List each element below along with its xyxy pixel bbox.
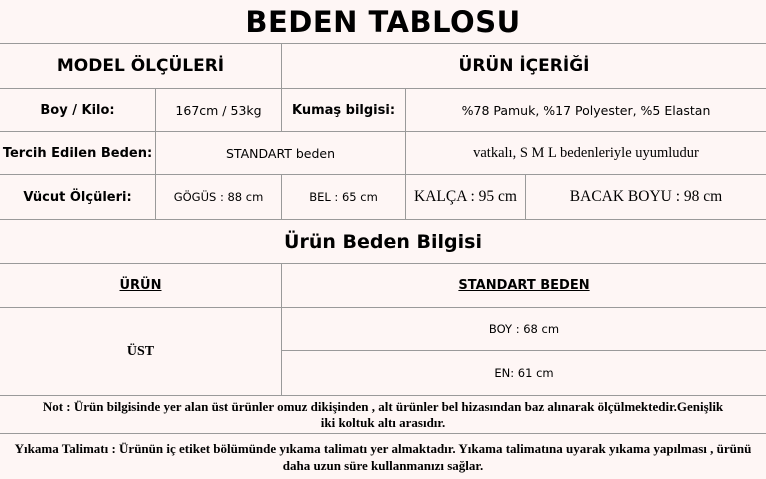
product-item: ÜST xyxy=(126,343,155,359)
product-column-header: ÜRÜN xyxy=(119,278,162,293)
product-content-header: ÜRÜN İÇERİĞİ xyxy=(458,56,590,76)
leg-length-value: BACAK BOYU : 98 cm xyxy=(569,188,723,205)
chest-value: GÖGÜS : 88 cm xyxy=(173,190,264,204)
width-value: EN: 61 cm xyxy=(494,366,554,380)
body-measurements-label: Vücut Ölçüleri: xyxy=(23,189,132,205)
length-value: BOY : 68 cm xyxy=(488,322,560,336)
product-size-title: Ürün Beden Bilgisi xyxy=(284,230,482,253)
page-title: BEDEN TABLOSU xyxy=(245,4,521,39)
hip-value: KALÇA : 95 cm xyxy=(414,188,517,205)
model-measurements-header: MODEL ÖLÇÜLERİ xyxy=(56,56,225,76)
measurement-note: Not : Ürün bilgisinde yer alan üst ürünler omuz dikişinden , alt ürünler bel hizasından baz alınarak ölçülmektedir.Genişlik iki koltuk altı arasıdır. xyxy=(42,398,724,430)
height-weight-value: 167cm / 53kg xyxy=(175,102,262,118)
size-column-header: STANDART BEDEN xyxy=(458,278,590,293)
preferred-size-value: STANDART beden xyxy=(225,145,335,161)
preferred-size-label: Tercih Edilen Beden: xyxy=(2,145,153,161)
waist-value: BEL : 65 cm xyxy=(309,190,378,204)
fabric-label: Kumaş bilgisi: xyxy=(291,102,396,118)
height-weight-label: Boy / Kilo: xyxy=(40,102,115,118)
fabric-value: %78 Pamuk, %17 Polyester, %5 Elastan xyxy=(461,102,711,118)
fit-note: vatkalı, S M L bedenleriyle uyumludur xyxy=(473,144,699,161)
washing-instructions: Yıkama Talimatı : Ürünün iç etiket bölümünde yıkama talimatı yer almaktadır. Yıkama talimatına uyarak yıkama yapılması , ürünü daha uzun süre kullanmanızı sağlar. xyxy=(14,440,752,473)
